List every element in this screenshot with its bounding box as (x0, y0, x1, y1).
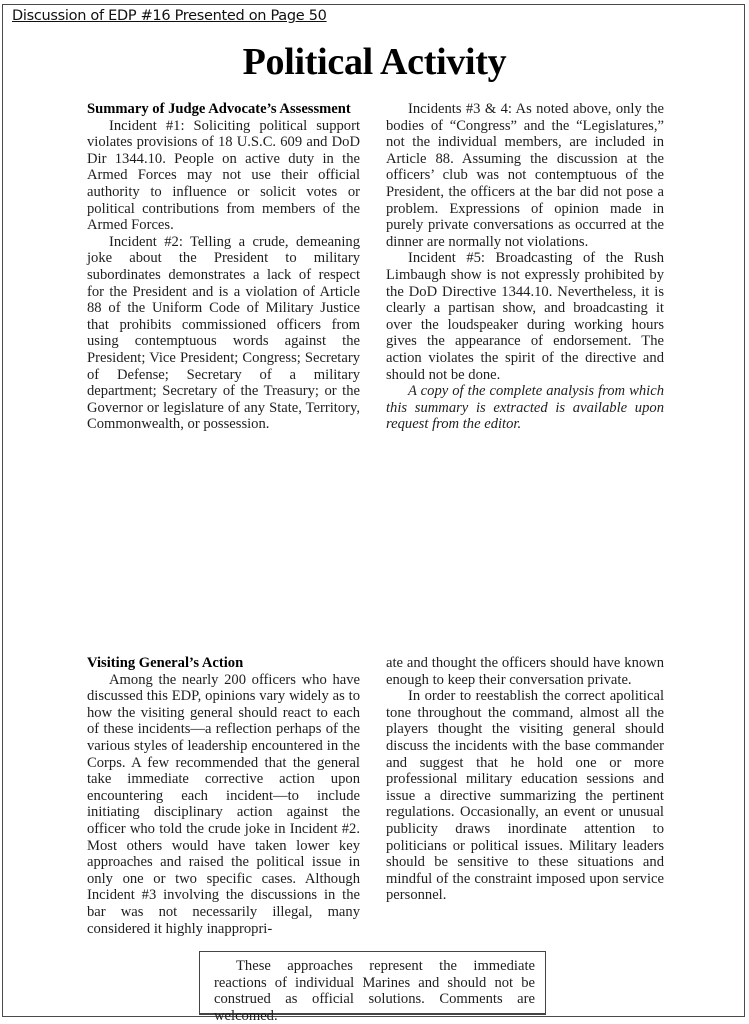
incident-1-paragraph: Incident #1: Soliciting political support violates provisions of 18 U.S.C. 609 and DoD Dir 1344.10. People on active duty in the Armed Forces may not use their official authority to influence or solicit votes or political contributions from members of the Armed Forces. (87, 117, 360, 234)
summary-column-left (87, 101, 360, 433)
analysis-availability-note: A copy of the complete analysis from which this summary is extracted is available upon request from the editor. (386, 383, 664, 433)
general-action-paragraph-2: In order to reestablish the correct apolitical tone throughout the command, almost all the players thought the visiting general should discuss the incidents with the base commander and suggest that he hold one or more professional military education sessions and issue a directive summarizing the pertinent regulations. Occasionally, an event or unusual publicity draws inordinate attention to politicians or political issues. Military leaders should be sensitive to these situations and mindful of the constraint imposed upon service personnel. (386, 688, 664, 904)
page-title: Political Activity (242, 41, 507, 83)
incidents-3-4-paragraph: Incidents #3 & 4: As noted above, only the bodies of “Congress” and the “Legislatures,” not the individual members, are included in Article 88. Assuming the discussion at the officers’ club was not contemptuous of the President, the officers at the bar did not pose a problem. Expressions of opinion made in purely private conversations as occurred at the dinner are normally not violations. (386, 101, 664, 250)
general-action-heading: Visiting General’s Action (87, 655, 244, 671)
disclaimer-box (199, 951, 546, 1024)
edp-reference-link[interactable]: Discussion of EDP #16 Presented on Page 50 (12, 8, 327, 24)
summary-column-right (386, 101, 664, 433)
general-action-column-left (87, 655, 360, 937)
general-action-continuation: ate and thought the officers should have known enough to keep their conversation private. (386, 655, 664, 688)
general-action-column-right (386, 655, 664, 904)
general-action-paragraph-1: Among the nearly 200 officers who have discussed this EDP, opinions vary widely as to how the visiting general should react to each of these incidents—a reflection perhaps of the various styles of leadership encountered in the Corps. A few recommended that the general take immediate corrective action upon encountering each incident—to include initiating disciplinary action against the officer who told the crude joke in Incident #2. Most others would have taken lower key approaches and raised the political issue in only one or two specific cases. Although Incident #3 involving the discussions in the bar was not necessarily illegal, many considered it highly inappropri- (87, 671, 360, 937)
incident-2-paragraph: Incident #2: Telling a crude, demeaning joke about the President to military subordinates demonstrates a lack of respect for the President and is a violation of Article 88 of the Uniform Code of Military Justice that prohibits commissioned officers from using contemptuous words against the President; Vice President; Congress; Secretary of Defense; Secretary of a military department; Secretary of the Treasury; or the Governor or legislature of any State, Territory, Commonwealth, or possession. (87, 233, 360, 433)
incident-5-paragraph: Incident #5: Broadcasting of the Rush Limbaugh show is not expressly prohibited by the DoD Directive 1344.10. Nevertheless, it is clearly a partisan show, and broadcasting it over the loudspeaker during working hours gives the appearance of endorsement. The action violates the spirit of the directive and should not be done. (386, 250, 664, 383)
disclaimer-text: These approaches represent the immediate reactions of individual Marines and should not be construed as official solutions. Comments are welcomed. (214, 958, 535, 1024)
summary-heading: Summary of Judge Advocate’s Assessment (87, 101, 351, 117)
